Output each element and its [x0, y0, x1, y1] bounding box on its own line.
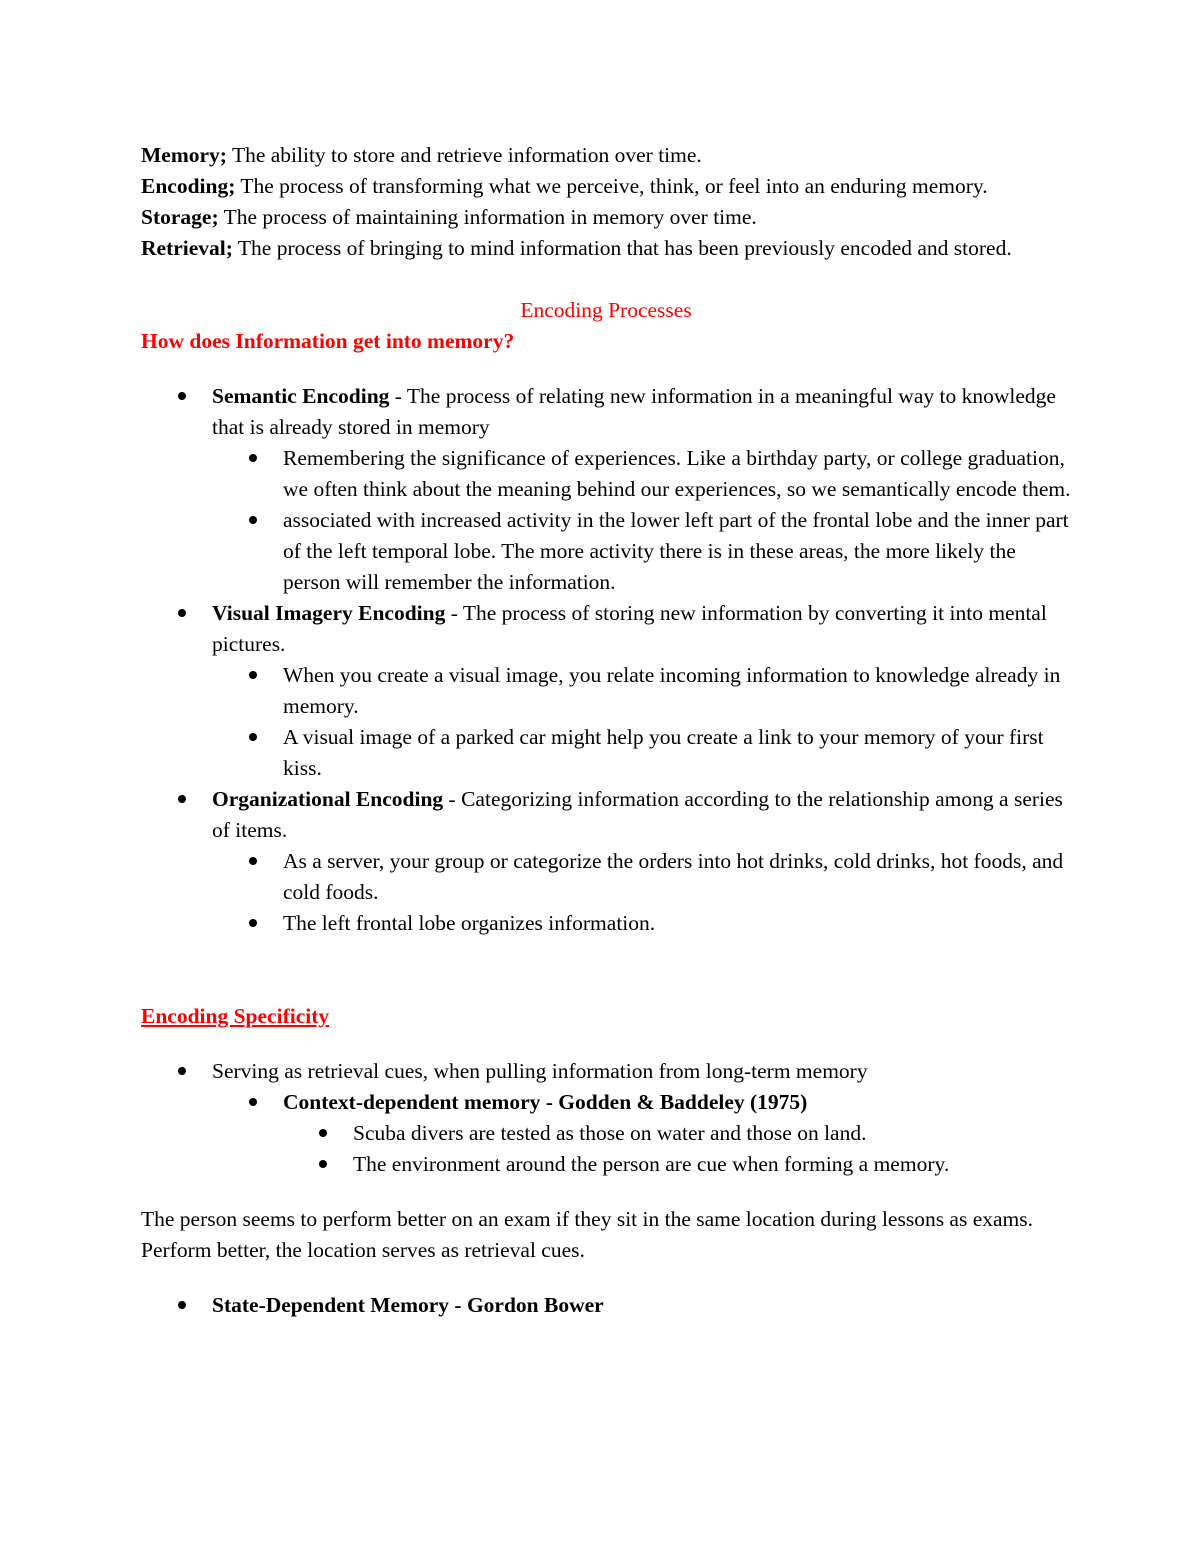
list-item-semantic-encoding	[141, 381, 1071, 443]
definition-term: Retrieval;	[141, 236, 233, 260]
definition-encoding	[141, 171, 1071, 202]
bullet-icon	[249, 857, 257, 865]
list-item-visual-imagery-encoding	[141, 598, 1071, 660]
bullet-icon	[319, 1129, 327, 1137]
list-item-context-dependent-memory	[141, 1087, 1071, 1118]
list-item-text: The left frontal lobe organizes information.	[283, 911, 656, 935]
list-item	[141, 1118, 1071, 1149]
list-item	[141, 443, 1071, 505]
bullet-icon	[249, 919, 257, 927]
list-item-text: As a server, your group or categorize the orders into hot drinks, cold drinks, hot foods, and cold foods.	[283, 849, 1064, 904]
list-item-state-dependent-memory	[141, 1290, 1071, 1321]
bullet-icon	[178, 795, 186, 803]
list-item-text: Serving as retrieval cues, when pulling information from long-term memory	[212, 1059, 868, 1083]
bullet-icon	[249, 1098, 257, 1106]
definition-text: The process of transforming what we perceive, think, or feel into an enduring memory.	[235, 174, 988, 198]
list-item-term: Organizational Encoding	[212, 787, 444, 811]
list-item-term: State-Dependent Memory - Gordon Bower	[212, 1293, 604, 1317]
encoding-processes-heading: Encoding Processes	[520, 298, 692, 322]
definition-text: The process of maintaining information in memory over time.	[218, 205, 757, 229]
bullet-icon	[178, 609, 186, 617]
state-dependent-list	[141, 1290, 1071, 1321]
encoding-specificity-text: Encoding Specificity	[141, 1004, 330, 1028]
list-item-term: Context-dependent memory - Godden & Baddeley (1975)	[283, 1090, 808, 1114]
list-item-text: - The process of storing new information by converting it into mental pictures.	[212, 601, 1047, 656]
list-item-text: When you create a visual image, you relate incoming information to knowledge already in memory.	[283, 663, 1061, 718]
list-item-text: associated with increased activity in the lower left part of the frontal lobe and the inner part of the left temporal lobe. The more activity there is in these areas, the more likely the person will remember the information.	[283, 508, 1069, 594]
list-item-term: Semantic Encoding	[212, 384, 390, 408]
list-item-text: Remembering the significance of experiences. Like a birthday party, or college graduation, we often think about the meaning behind our experiences, so we semantically encode them.	[283, 446, 1071, 501]
definition-storage	[141, 202, 1071, 233]
list-item	[141, 1149, 1071, 1180]
encoding-question-text: How does Information get into memory?	[141, 329, 515, 353]
list-item-organizational-encoding	[141, 784, 1071, 846]
list-item	[141, 908, 1071, 939]
bullet-icon	[319, 1160, 327, 1168]
bullet-icon	[249, 516, 257, 524]
definition-term: Memory;	[141, 143, 227, 167]
list-item	[141, 846, 1071, 908]
bullet-icon	[178, 1301, 186, 1309]
definition-retrieval	[141, 233, 1071, 264]
specificity-list	[141, 1056, 1071, 1180]
paragraph-location-cues: The person seems to perform better on an exam if they sit in the same location during lessons as exams. Perform better, the location serves as retrieval cues.	[141, 1207, 1034, 1262]
list-item-text: - Categorizing information according to the relationship among a series of items.	[212, 787, 1063, 842]
list-item-text: The environment around the person are cue when forming a memory.	[353, 1152, 950, 1176]
list-item-text: A visual image of a parked car might help you create a link to your memory of your first kiss.	[283, 725, 1044, 780]
list-item	[141, 722, 1071, 784]
definition-memory	[141, 140, 1071, 171]
list-item	[141, 660, 1071, 722]
encoding-question-heading	[141, 326, 1071, 357]
bullet-icon	[178, 392, 186, 400]
list-item-text: - The process of relating new information in a meaningful way to knowledge that is already stored in memory	[212, 384, 1056, 439]
definition-text: The process of bringing to mind information that has been previously encoded and stored.	[232, 236, 1012, 260]
encoding-list	[141, 381, 1071, 939]
definition-text: The ability to store and retrieve information over time.	[226, 143, 702, 167]
document-page	[141, 140, 1071, 1321]
definition-term: Storage;	[141, 205, 219, 229]
bullet-icon	[249, 454, 257, 462]
list-item-term: Visual Imagery Encoding	[212, 601, 446, 625]
list-item-text: Scuba divers are tested as those on water and those on land.	[353, 1121, 867, 1145]
bullet-icon	[249, 733, 257, 741]
definition-term: Encoding;	[141, 174, 236, 198]
bullet-icon	[249, 671, 257, 679]
list-item	[141, 505, 1071, 598]
list-item	[141, 1056, 1071, 1087]
bullet-icon	[178, 1067, 186, 1075]
encoding-specificity-heading	[141, 1001, 1071, 1032]
